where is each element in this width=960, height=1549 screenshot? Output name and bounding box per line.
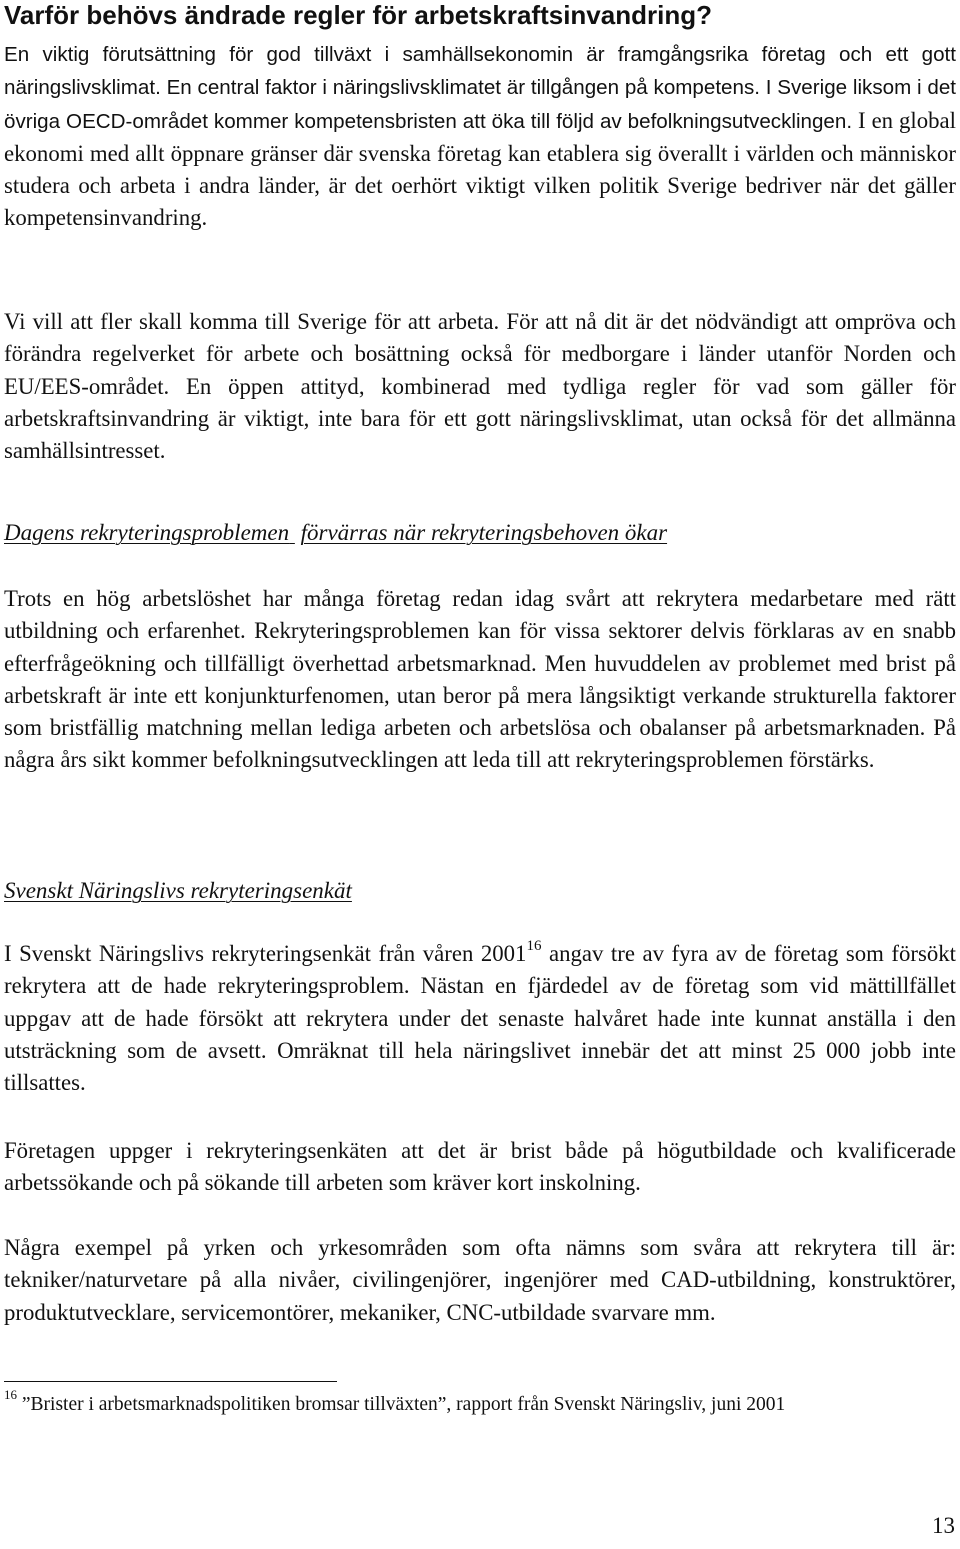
paragraph-4 [4,938,956,1099]
paragraph-3: Trots en hög arbetslöshet har många företag redan idag svårt att rekrytera medarbetare med rätt utbildning och erfarenhet. Rekryteringsproblemen kan för vissa sektorer delvis förklaras av en snabb efterfrågeökning och tillfälligt överhettad arbetsmarknad. Men huvuddelen av problemet med brist på arbetskraft är inte ett konjunkturfenomen, utan beror på mera långsiktigt verkande strukturella faktorer som bristfällig matchning mellan lediga arbeten och arbetslösa och obalanser på arbetsmarknaden. På några års sikt kommer befolkningsutvecklingen att leda till att rekryteringsproblemen förstärks. [4,586,956,773]
subheading-rekryteringsenkat [4,875,352,907]
paragraph-4-before: I Svenskt Näringslivs rekryteringsenkät från våren 2001 [4,941,527,966]
paragraph-4-after: angav tre av fyra av de företag som försökt rekrytera att de hade rekryteringsproblem. Nästan en fjärdedel av de företag som vid mättillfället uppgav att de hade försökt att rekrytera under det senaste halvåret hade inte kunnat anställa i den utsträckning som de avsett. Omräknat till hela näringslivet innebär det att minst 25 000 jobb inte tillsattes. [4,941,956,1096]
subheading-part-1: Dagens rekryteringsproblemen [4,520,290,545]
subheading-gap [289,520,295,545]
paragraph-2: Vi vill att fler skall komma till Sverige för att arbeta. För att nå dit är det nödvändigt att ompröva och förändra regelverket för arbete och bosättning också för medborgare i länder utanför Norden och EU/EES-området. En öppen attityd, kombinerad med tydliga regler för vad som gäller för arbetskraftsinvandring är viktigt, inte bara för ett gott näringslivsklimat, utan också för det allmänna samhällsintresset. [4,309,956,464]
page-number: 13 [932,1513,955,1538]
footnote [4,1386,954,1418]
subheading-part-2: förvärras när rekryteringsbehoven ökar [300,520,668,545]
section-heading: Varför behövs ändrade regler för arbetskraftsinvandring? [4,0,712,30]
footnote-separator [4,1381,337,1382]
footnote-number: 16 [4,1386,17,1402]
footnote-text: ”Brister i arbetsmarknadspolitiken bromsar tillväxten”, rapport från Svenskt Näringsliv, juni 2001 [17,1394,786,1415]
paragraph-6: Några exempel på yrken och yrkesområden som ofta nämns som svåra att rekrytera till är: tekniker/naturvetare på alla nivåer, civilingenjörer, ingenjörer med CAD-utbildning, konstruktörer, produktutvecklare, servicemontörer, mekaniker, CNC-utbildade svarvare mm. [4,1235,956,1325]
paragraph-1-lead: En viktig förutsättning för god tillväxt i samhällsekonomin är framgångsrika företag och ett gott näringslivsklimat. En central faktor i näringslivsklimatet är tillgången på kompetens. I Sverige liksom i det övriga OECD-området kommer kompetensbristen att öka till följd av befolkningsutvecklingen. [4,43,956,133]
footnote-reference[interactable]: 16 [526,938,542,955]
paragraph-1 [4,38,956,235]
paragraph-1-tail: I en global ekonomi med allt öppnare gränser där svenska företag kan etablera sig överallt i världen och människor studera och arbeta i andra länder, är det oerhört viktigt vilken politik Sverige bedriver när det gäller kompetensinvandring. [4,107,957,231]
subheading-rekryteringsproblem [4,517,667,549]
subheading-2-text: Svenskt Näringslivs rekryteringsenkät [4,878,352,903]
paragraph-5: Företagen uppger i rekryteringsenkäten att det är brist både på högutbildade och kvalificerade arbetssökande och på sökande till arbeten som kräver kort inskolning. [4,1138,956,1196]
